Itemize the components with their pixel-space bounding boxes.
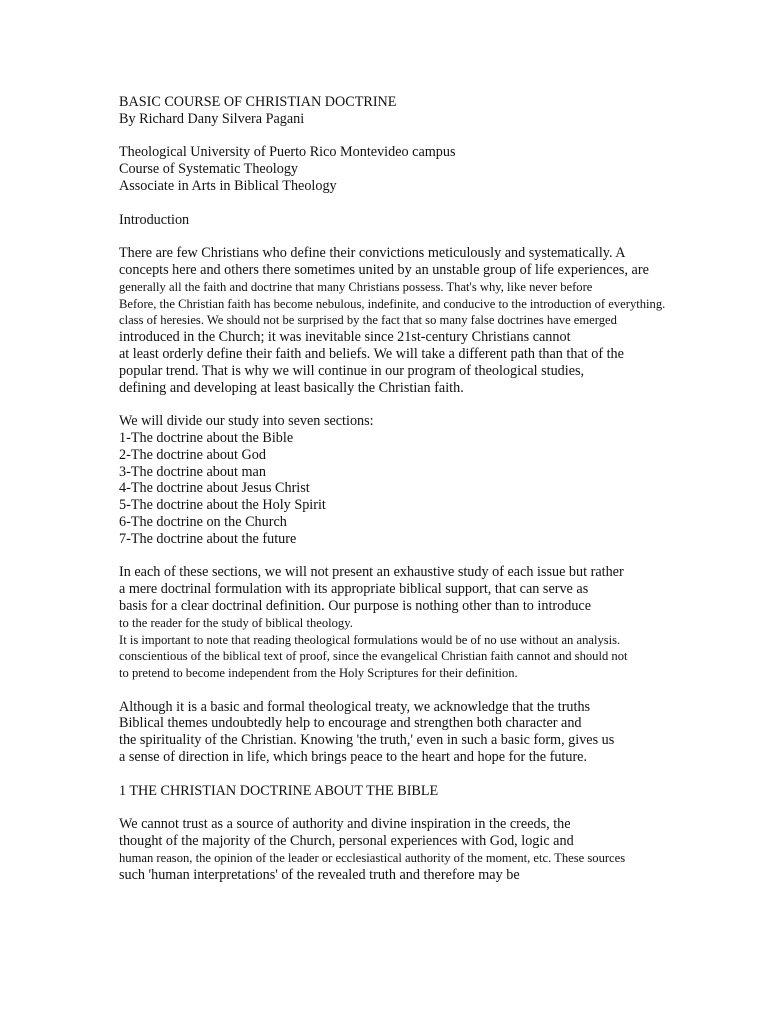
sections-intro: We will divide our study into seven sections: [119, 413, 374, 430]
paragraph-line: concepts here and others there sometimes united by an unstable group of life experiences, are [119, 261, 649, 278]
paragraph-line: such 'human interpretations' of the revealed truth and therefore may be [119, 866, 520, 883]
paragraph-line: to the reader for the study of biblical theology. [119, 615, 353, 630]
paragraph-line: to pretend to become independent from the Holy Scriptures for their definition. [119, 666, 518, 681]
document-title: BASIC COURSE OF CHRISTIAN DOCTRINE [119, 94, 397, 110]
paragraph-line: It is important to note that reading theological formulations would be of no use without an analysis. [119, 632, 621, 647]
paragraph-line: generally all the faith and doctrine that many Christians possess. That's why, like never before [119, 279, 593, 294]
document-author: By Richard Dany Silvera Pagani [119, 110, 305, 127]
paragraph-line: In each of these sections, we will not present an exhaustive study of each issue but rather [119, 564, 624, 581]
paragraph-line: class of heresies. We should not be surprised by the fact that so many false doctrines have emerged [119, 313, 617, 328]
paragraph-line: There are few Christians who define their convictions meticulously and systematically. A [119, 245, 626, 262]
paragraph-line: basis for a clear doctrinal definition. Our purpose is nothing other than to introduce [119, 597, 592, 614]
degree-line: Associate in Arts in Biblical Theology [119, 177, 337, 194]
scope-paragraph [119, 564, 719, 682]
chapter-paragraph [119, 816, 719, 883]
paragraph-line: a mere doctrinal formulation with its appropriate biblical support, that can serve as [119, 581, 589, 598]
list-item: 6-The doctrine on the Church [119, 513, 287, 530]
list-item: 2-The doctrine about God [119, 446, 266, 463]
sections-list [119, 430, 719, 548]
paragraph-line: thought of the majority of the Church, personal experiences with God, logic and [119, 833, 574, 850]
institution-line: Theological University of Puerto Rico Montevideo campus [119, 144, 456, 161]
spacer [119, 128, 719, 145]
paragraph-line: defining and developing at least basically the Christian faith. [119, 379, 464, 396]
paragraph-line: conscientious of the biblical text of proof, since the evangelical Christian faith cannot and should not [119, 649, 628, 664]
paragraph-line: a sense of direction in life, which brings peace to the heart and hope for the future. [119, 749, 588, 766]
paragraph-line: introduced in the Church; it was inevitable since 21st-century Christians cannot [119, 329, 571, 346]
paragraph-line: human reason, the opinion of the leader or ecclesiastical authority of the moment, etc. These sources [119, 850, 626, 865]
list-item: 7-The doctrine about the future [119, 530, 297, 547]
intro-paragraph [119, 245, 719, 396]
list-item: 1-The doctrine about the Bible [119, 429, 294, 446]
paragraph-line: popular trend. That is why we will continue in our program of theological studies, [119, 362, 585, 379]
paragraph-line: the spirituality of the Christian. Knowing 'the truth,' even in such a basic form, gives us [119, 732, 615, 749]
list-item: 3-The doctrine about man [119, 463, 266, 480]
purpose-paragraph [119, 699, 719, 766]
paragraph-line: at least orderly define their faith and beliefs. We will take a different path than that of the [119, 345, 624, 362]
list-item: 5-The doctrine about the Holy Spirit [119, 497, 326, 514]
list-item: 4-The doctrine about Jesus Christ [119, 480, 310, 497]
spacer [119, 682, 719, 699]
spacer [119, 228, 719, 245]
paragraph-line: Although it is a basic and formal theological treaty, we acknowledge that the truths [119, 698, 591, 715]
introduction-heading: Introduction [119, 211, 190, 228]
course-line: Course of Systematic Theology [119, 161, 299, 178]
chapter-heading: 1 THE CHRISTIAN DOCTRINE ABOUT THE BIBLE [119, 782, 439, 799]
paragraph-line: We cannot trust as a source of authority and divine inspiration in the creeds, the [119, 816, 571, 833]
spacer [119, 799, 719, 816]
paragraph-line: Biblical themes undoubtedly help to encourage and strengthen both character and [119, 715, 582, 732]
spacer [119, 766, 719, 783]
spacer [119, 396, 719, 413]
spacer [119, 548, 719, 565]
paragraph-line: Before, the Christian faith has become nebulous, indefinite, and conducive to the introduction of everything. [119, 296, 666, 311]
document-body [119, 94, 719, 883]
spacer [119, 195, 719, 212]
